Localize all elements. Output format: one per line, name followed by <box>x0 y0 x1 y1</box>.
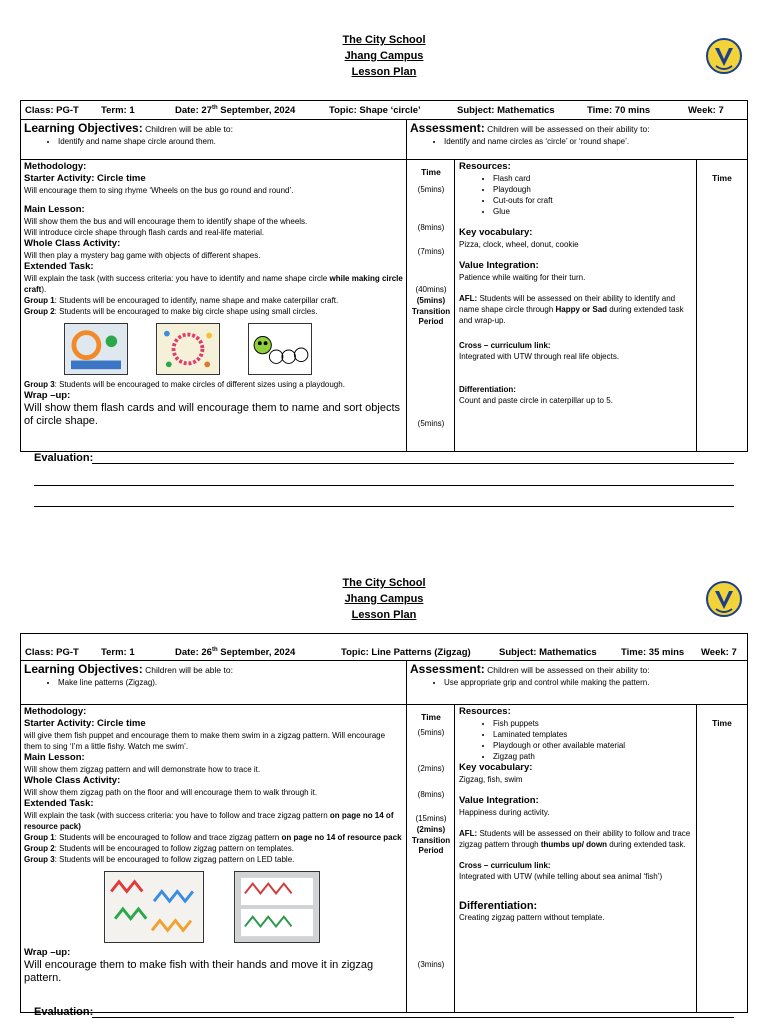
date-info: Date: 27th September, 2024 <box>175 105 296 117</box>
assessment-item: • Use appropriate grip and control while making the pattern. <box>444 677 744 688</box>
class-info: Class: PG-T <box>25 105 79 116</box>
learning-objectives: Learning Objectives: Children will be able to: • Make line patterns (Zigzag). <box>21 660 407 704</box>
extended-task-heading: Extended Task: <box>24 261 94 272</box>
doc-title: Lesson Plan <box>351 609 417 621</box>
learning-objectives: Learning Objectives: Children will be able to: • Identify and name shape circle around them. <box>21 119 407 159</box>
wrap-up-text: Will show them flash cards and will encourage them to name and sort objects of circle shape. <box>24 402 401 427</box>
time-column: Time (5mins) (8mins) (7mins) (40mins) (5mins) Transition Period (5mins) <box>407 159 455 451</box>
class-info: Class: PG-T <box>25 647 79 658</box>
school-name: The City School <box>342 34 426 46</box>
term-info: Term: 1 <box>101 647 135 658</box>
methodology-row <box>21 704 747 1012</box>
methodology: Methodology: Starter Activity: Circle time will give them fish puppet and encourage them to make them swim in a zigzag pattern. Will encourage them to sing ‘I’m a little fishy. Watch me swim’. Main Lesson: Will show them zigzag pattern and will demonstrate how to trace it. Whole Class Activity: Will show them zigzag path on the floor and will encourage them to walk through it. Extended Task: Will explain the task (with success criteria: you have to follow and trace zigzag pattern on page no 14 of resource pack) Group 1: Students will be encouraged to follow and trace zigzag pattern on page no 14 of resource pack Group 2: Students will be encouraged to follow zigzag pattern on templates. Group 3: Students will be encouraged to follow zigzag pattern on LED table. Wrap –up: Will encourage them to make fish with their hands and move it in zigzag pattern. <box>21 704 407 1012</box>
main-lesson-heading: Main Lesson: <box>24 204 85 215</box>
methodology-heading: Methodology: <box>24 706 87 717</box>
extended-task-heading: Extended Task: <box>24 798 94 809</box>
objective-item: • Identify and name shape circle around them. <box>58 136 403 147</box>
zigzag-template-photo <box>234 871 320 943</box>
time-info: Time: 35 mins <box>621 647 685 658</box>
plan-table <box>20 633 748 1013</box>
time-info: Time: 70 mins <box>587 105 651 116</box>
time-column-2: Time <box>712 173 732 183</box>
assessment: Assessment: Children will be assessed on their ability to: • Use appropriate grip and control while making the pattern. <box>407 660 747 704</box>
whole-class-heading: Whole Class Activity: <box>24 238 121 249</box>
wrap-up-heading: Wrap –up: <box>24 947 71 958</box>
plan-header <box>0 575 768 623</box>
objective-item: • Make line patterns (Zigzag). <box>58 677 403 688</box>
assessment: Assessment: Children will be assessed on their ability to: • Identify and name circles as ‘circle’ or ‘round shape’. <box>407 119 747 159</box>
subject-info: Subject: Mathematics <box>499 647 597 658</box>
starter-heading: Starter Activity: Circle time <box>24 173 146 184</box>
starter-heading: Starter Activity: Circle time <box>24 718 146 729</box>
methodology: Methodology: Starter Activity: Circle time Will encourage them to sing rhyme ‘Wheels on the bus go round and round’. Main Lesson: Will show them the bus and will encourage them to identify shape of the wheels. Will introduce circle shape through flash cards and real-life material. Whole Class Activity: Will then play a mystery bag game with objects of different shapes. Extended Task: Will explain the task (with success criteria: you have to identify and name shape circle while making circle craft). Group 1: Students will be encouraged to identify, name shape and make caterpillar craft. Group 2: Students will be encouraged to make big circle shape using small circles. Group 3: Students will be encouraged to make circles of different sizes using a playdough. Wrap –up: Will show them flash cards and will encourage them to name and sort objects of circle shape. <box>21 159 407 451</box>
methodology-heading: Methodology: <box>24 161 87 172</box>
assessment-item: • Identify and name circles as ‘circle’ or ‘round shape’. <box>444 136 744 147</box>
topic-info: Topic: Line Patterns (Zigzag) <box>341 647 471 658</box>
resources-column: Resources: • Flash card • Playdough • Cut-outs for craft • Glue Key vocabulary: Pizza, clock, wheel, donut, cookie Value Integration: Patience while waiting for their turn. AFL: Students will be assessed on their ability to identify and name shape circle through Happy or Sad during extended task and wrap-up. Cross – curriculum link: Integrated with UTW through real life objects. Differentiation: Count and paste circle in caterpillar up to 5. <box>455 159 697 451</box>
starter-text: Will encourage them to sing rhyme ‘Wheels on the bus go round and round’. <box>24 186 294 195</box>
wrap-up-heading: Wrap –up: <box>24 390 71 401</box>
info-row <box>21 634 747 661</box>
activity-photos <box>104 871 403 943</box>
date-info: Date: 26th September, 2024 <box>175 647 296 659</box>
subject-info: Subject: Mathematics <box>457 105 555 116</box>
evaluation-label: Evaluation: <box>34 1006 94 1018</box>
whole-class-heading: Whole Class Activity: <box>24 775 121 786</box>
starter-text: will give them fish puppet and encourage them to make them swim in a zigzag pattern. Will encourage them to sing ‘I’m a little fishy. Watch me swim’. <box>24 731 386 751</box>
time-column: Time (5mins) (2mins) (8mins) (15mins) (2mins) Transition Period (3mins) <box>407 704 455 1012</box>
campus-name: Jhang Campus <box>344 50 424 62</box>
week-info: Week: 7 <box>701 647 737 658</box>
school-crest-icon <box>706 579 742 619</box>
wrap-up-text: Will encourage them to make fish with their hands and move it in zigzag pattern. <box>24 959 374 984</box>
term-info: Term: 1 <box>101 105 135 116</box>
school-name: The City School <box>342 577 426 589</box>
objectives-row <box>21 660 747 705</box>
resources-column: Resources: • Fish puppets • Laminated templates • Playdough or other available material • Zigzag path Key vocabulary: Zigzag, fish, swim Value Integration: Happiness during activity. AFL: Students will be assessed on their ability to follow and trace zigzag pattern through thumbs up/ down during extended task. Cross – curriculum link: Integrated with UTW (while telling about sea animal ‘fish’) Differentiation: Creating zigzag pattern without template. <box>455 704 697 1012</box>
campus-name: Jhang Campus <box>344 593 424 605</box>
evaluation-line <box>92 1017 734 1018</box>
evaluation-label: Evaluation: <box>34 452 94 464</box>
zigzag-playdough-photo <box>104 871 204 943</box>
time-column-2: Time <box>712 718 732 728</box>
main-lesson-heading: Main Lesson: <box>24 752 85 763</box>
topic-info: Topic: Shape ‘circle’ <box>329 105 421 116</box>
week-info: Week: 7 <box>688 105 724 116</box>
doc-title: Lesson Plan <box>351 66 417 78</box>
